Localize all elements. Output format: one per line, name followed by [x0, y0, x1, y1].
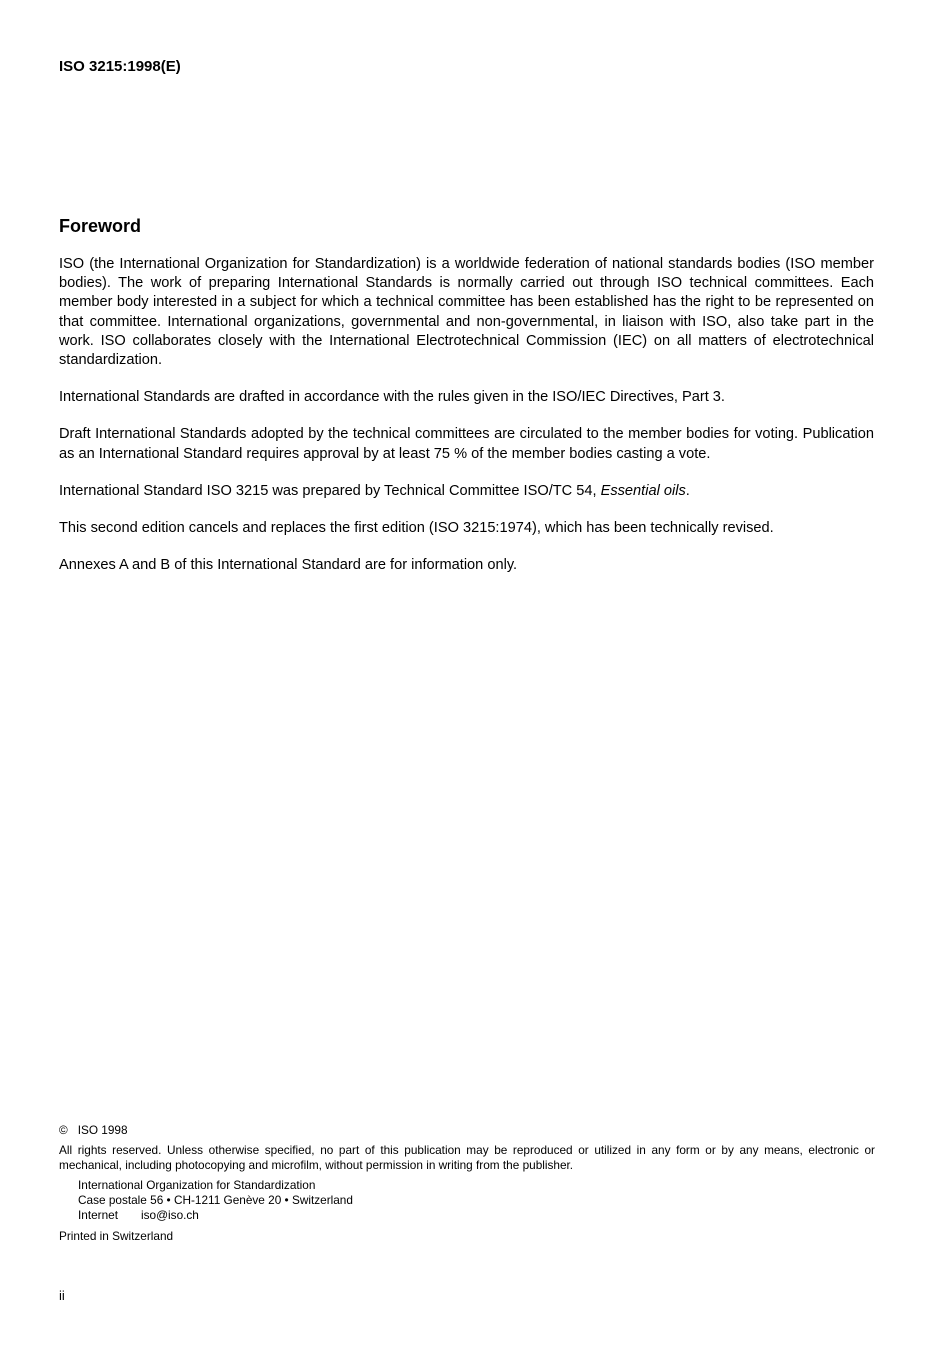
foreword-paragraph-3: Draft International Standards adopted by the technical committees are circulated to the member bodies for voting. Publication as an International Standard requires approval by at least 75 % of the member bodies casting a vote. — [59, 426, 874, 462]
copyright-block — [59, 1123, 875, 1244]
foreword-paragraph-1: ISO (the International Organization for Standardization) is a worldwide federation of national standards bodies (ISO member bodies). The work of preparing International Standards is normally carried out through ISO technical committees. Each member body interested in a subject for which a technical committee has been established has the right to be represented on that committee. International organizations, governmental and non-governmental, in liaison with ISO, also take part in the work. ISO collaborates closely with the International Electrotechnical Commission (IEC) on all matters of electrotechnical standardization. — [59, 256, 874, 369]
paragraph-4-text: International Standard ISO 3215 was prepared by Technical Committee ISO/TC 54, — [59, 482, 601, 499]
foreword-paragraph-2: International Standards are drafted in accordance with the rules given in the ISO/IEC Directives, Part 3. — [59, 389, 725, 406]
page-number: ii — [59, 1288, 65, 1303]
document-identifier: ISO 3215:1998(E) — [59, 58, 181, 75]
organization-name: International Organization for Standardization — [78, 1178, 316, 1192]
postal-address: Case postale 56 • CH-1211 Genève 20 • Switzerland — [78, 1193, 353, 1207]
foreword-paragraph-5: This second edition cancels and replaces the first edition (ISO 3215:1974), which has been technically revised. — [59, 520, 774, 537]
internet-address: iso@iso.ch — [141, 1208, 199, 1222]
publisher-address — [78, 1178, 875, 1223]
copyright-line — [59, 1123, 875, 1138]
foreword-title: Foreword — [59, 216, 142, 236]
paragraph-4-end: . — [685, 482, 690, 499]
committee-name: Essential oils — [600, 482, 686, 499]
foreword-paragraph-4 — [59, 482, 874, 501]
foreword-paragraph-6: Annexes A and B of this International Standard are for information only. — [59, 557, 518, 574]
rights-statement: All rights reserved. Unless otherwise specified, no part of this publication may be reproduced or utilized in any form or by any means, electronic or mechanical, including photocopying and microfilm, without permission in writing from the publisher. — [59, 1143, 875, 1172]
internet-line — [78, 1208, 875, 1223]
copyright-year: ISO 1998 — [77, 1123, 128, 1137]
foreword-section — [59, 215, 874, 593]
internet-label: Internet — [78, 1208, 119, 1222]
printed-in: Printed in Switzerland — [59, 1229, 174, 1243]
copyright-symbol: © — [59, 1123, 68, 1137]
